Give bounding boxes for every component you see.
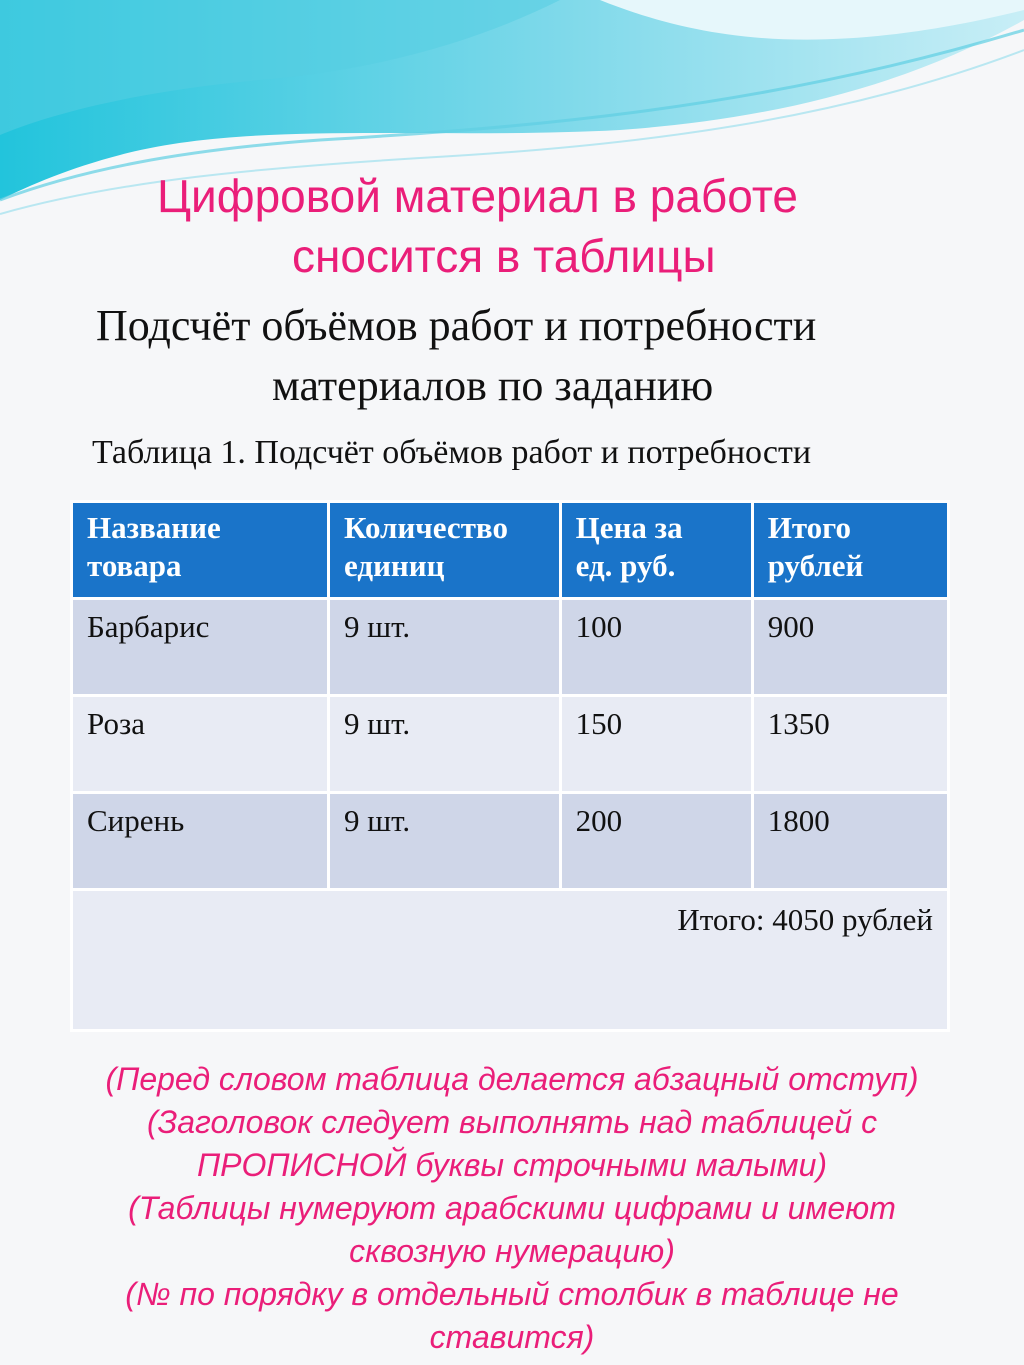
cell-quantity: 9 шт. <box>329 793 561 890</box>
note-line: (Перед словом таблица делается абзацный отступ) <box>105 1061 919 1097</box>
table-header-row <box>72 502 949 599</box>
slide-title-line-1: Цифровой материал в работе <box>157 170 798 222</box>
header-total: Итого рублей <box>752 502 948 599</box>
cell-total: 900 <box>752 599 948 696</box>
header-unit-price: Цена за ед. руб. <box>560 502 752 599</box>
materials-table <box>70 500 950 1032</box>
cell-product: Роза <box>72 696 329 793</box>
note-line: ПРОПИСНОЙ буквы строчными малыми) <box>196 1147 828 1183</box>
formatting-notes <box>40 1058 984 1359</box>
header-quantity: Количество единиц <box>329 502 561 599</box>
table-caption: Таблица 1. Подсчёт объёмов работ и потребности <box>92 434 812 471</box>
subtitle-line-1: Подсчёт объёмов работ и потребности <box>96 301 817 350</box>
header-product-name: Название товара <box>72 502 329 599</box>
subtitle-line-2: материалов по заданию <box>272 361 714 410</box>
table-row <box>72 793 949 890</box>
note-line: ставится) <box>429 1319 595 1355</box>
cell-price: 150 <box>560 696 752 793</box>
note-line: (Заголовок следует выполнять над таблицей с <box>146 1104 878 1140</box>
note-line: сквозную нумерацию) <box>349 1233 675 1269</box>
table-row <box>72 599 949 696</box>
cell-quantity: 9 шт. <box>329 599 561 696</box>
table-total-row <box>72 890 949 1031</box>
note-line: (Таблицы нумеруют арабскими цифрами и имеют <box>128 1190 896 1226</box>
cell-total: 1800 <box>752 793 948 890</box>
cell-price: 200 <box>560 793 752 890</box>
table-row <box>72 696 949 793</box>
slide-title-line-2: сносится в таблицы <box>292 230 716 282</box>
cell-quantity: 9 шт. <box>329 696 561 793</box>
cell-product: Сирень <box>72 793 329 890</box>
total-sum-cell: Итого: 4050 рублей <box>72 890 949 1031</box>
cell-price: 100 <box>560 599 752 696</box>
cell-total: 1350 <box>752 696 948 793</box>
cell-product: Барбарис <box>72 599 329 696</box>
note-line: (№ по порядку в отдельный столбик в таблице не <box>125 1276 899 1312</box>
